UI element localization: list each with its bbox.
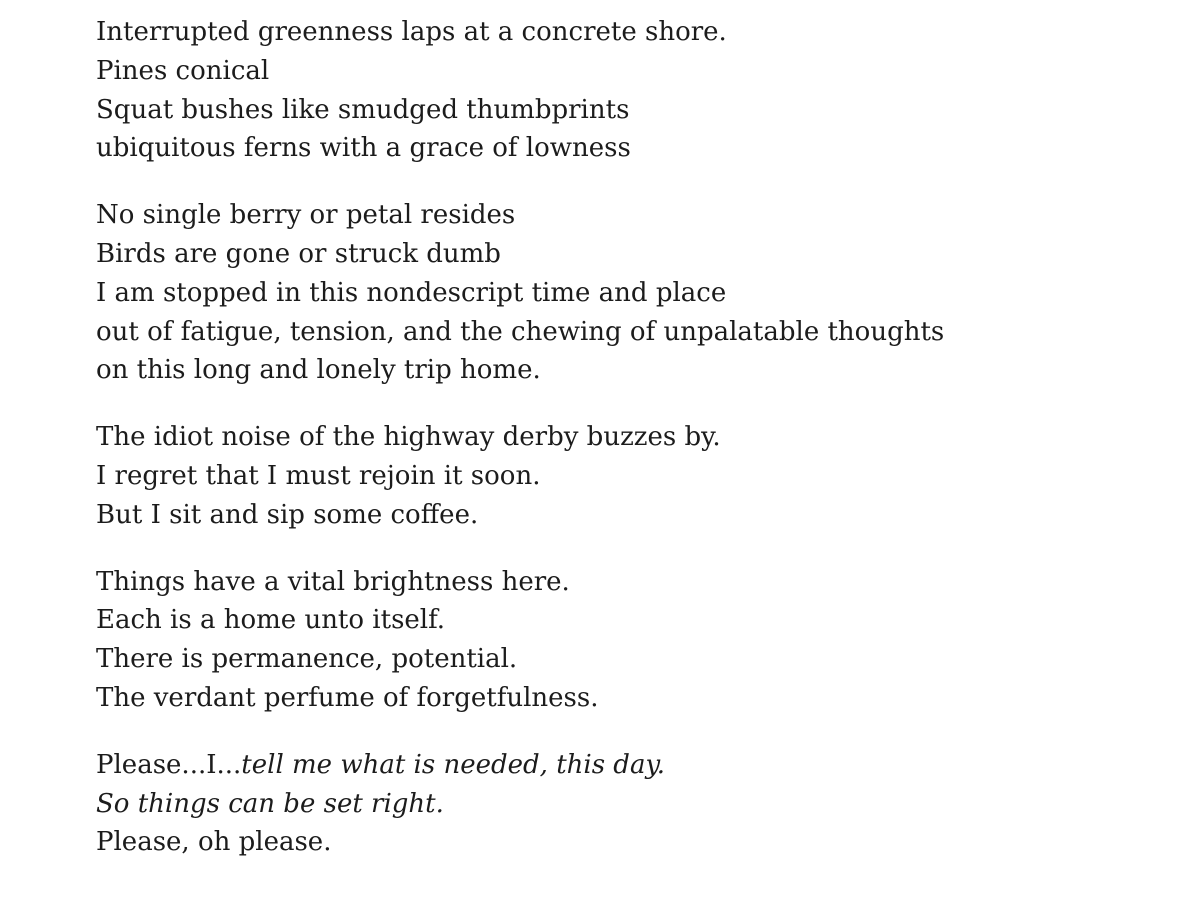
poem-line: The idiot noise of the highway derby buzzes by. [96,422,721,453]
poem-line: Things have a vital brightness here. [96,566,570,597]
poem-line: ubiquitous ferns with a grace of lowness [96,133,631,164]
poem-line-italic-part: tell me what is needed, this day. [241,749,665,780]
poem-line: on this long and lonely trip home. [96,355,541,386]
poem-line: Squat bushes like smudged thumbprints [96,94,630,125]
poem-line: Interrupted greenness laps at a concrete shore. [96,17,727,47]
stanza-5 [96,746,1176,862]
poem-text [96,13,1176,890]
poem-line: I regret that I must rejoin it soon. [96,460,541,491]
poem-line [96,746,1176,785]
poem-line: But I sit and sip some coffee. [96,499,479,530]
poem-line: Each is a home unto itself. [96,605,446,636]
stanza-2 [96,196,1176,390]
poem-line: The verdant perfume of forgetfulness. [96,682,599,713]
poem-line-italic: So things can be set right. [96,788,444,819]
poem-line-plain-part: Please...I... [96,749,242,780]
poem-line: No single berry or petal resides [96,200,516,231]
poem-line: out of fatigue, tension, and the chewing of unpalatable thoughts [96,316,945,347]
poem-line: Birds are gone or struck dumb [96,238,501,269]
poem-line: There is permanence, potential. [96,644,518,675]
stanza-1 [96,13,1176,168]
stanza-4 [96,563,1176,718]
poem-line: I am stopped in this nondescript time and place [96,277,727,308]
poem-line: Please, oh please. [96,827,332,858]
poem-line: Pines conical [96,55,270,86]
stanza-3 [96,418,1176,534]
